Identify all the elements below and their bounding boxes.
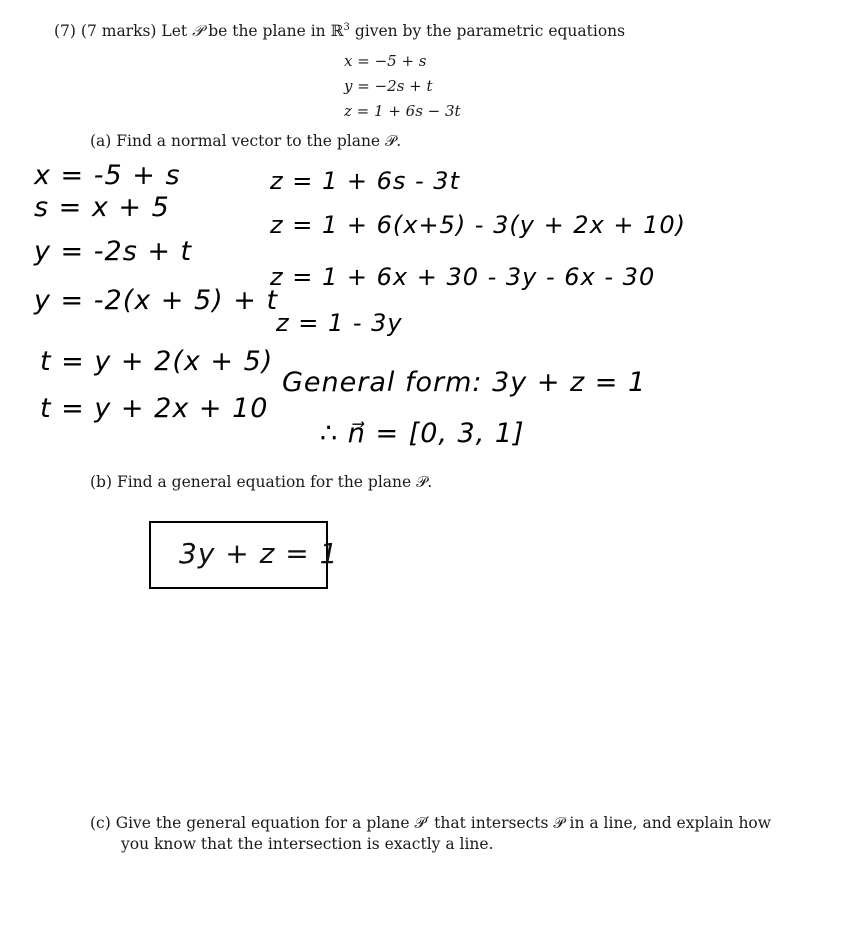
boxed-answer (149, 521, 339, 589)
hw-right-line-2: z = 1 + 6(x+5) - 3(y + 2x + 10) (270, 211, 687, 239)
question-stem (54, 22, 625, 41)
part-c-prompt-line-1: (c) Give the general equation for a plane 𝒫′ that intersects 𝒫 in a line, and explain how (90, 814, 772, 832)
stem-mid: be the plane in (208, 22, 326, 41)
part-c-prompt-line-2: you know that the intersection is exactly a line. (121, 835, 494, 853)
stem-pre: Let (161, 22, 188, 41)
hw-right-line-1: z = 1 + 6s - 3t (270, 167, 460, 195)
boxed-answer-text: 3y + z = 1 (179, 537, 339, 570)
hw-left-line-6: t = y + 2x + 10 (40, 393, 269, 424)
hw-right-line-4: z = 1 - 3y (276, 309, 403, 337)
part-a-prompt: (a) Find a normal vector to the plane 𝒫. (90, 132, 402, 150)
hw-left-line-4: y = -2(x + 5) + t (34, 285, 279, 316)
space-symbol: ℝ$^3$ (330, 22, 350, 41)
hw-right-line-6: ∴ n⃗ = [0, 3, 1] (320, 418, 525, 449)
hw-left-line-5: t = y + 2(x + 5) (40, 346, 274, 377)
question-marks: (7 marks) (80, 22, 157, 41)
hw-right-line-5: General form: 3y + z = 1 (282, 367, 647, 398)
question-number: (7) (54, 22, 76, 41)
part-b-prompt: (b) Find a general equation for the plane 𝒫. (90, 473, 433, 491)
hw-right-line-3: z = 1 + 6x + 30 - 3y - 6x - 30 (270, 263, 656, 291)
hw-left-line-2: s = x + 5 (34, 192, 170, 223)
param-eq-z: z = 1 + 6s − 3t (344, 102, 461, 120)
space-exponent: 3 (343, 22, 350, 33)
hw-left-line-1: x = -5 + s (34, 160, 181, 191)
param-eq-x: x = −5 + s (344, 52, 427, 70)
hw-left-line-3: y = -2s + t (34, 236, 193, 267)
param-eq-y: y = −2s + t (344, 77, 433, 95)
plane-symbol: 𝒫 (192, 22, 204, 41)
stem-post: given by the parametric equations (354, 22, 626, 41)
